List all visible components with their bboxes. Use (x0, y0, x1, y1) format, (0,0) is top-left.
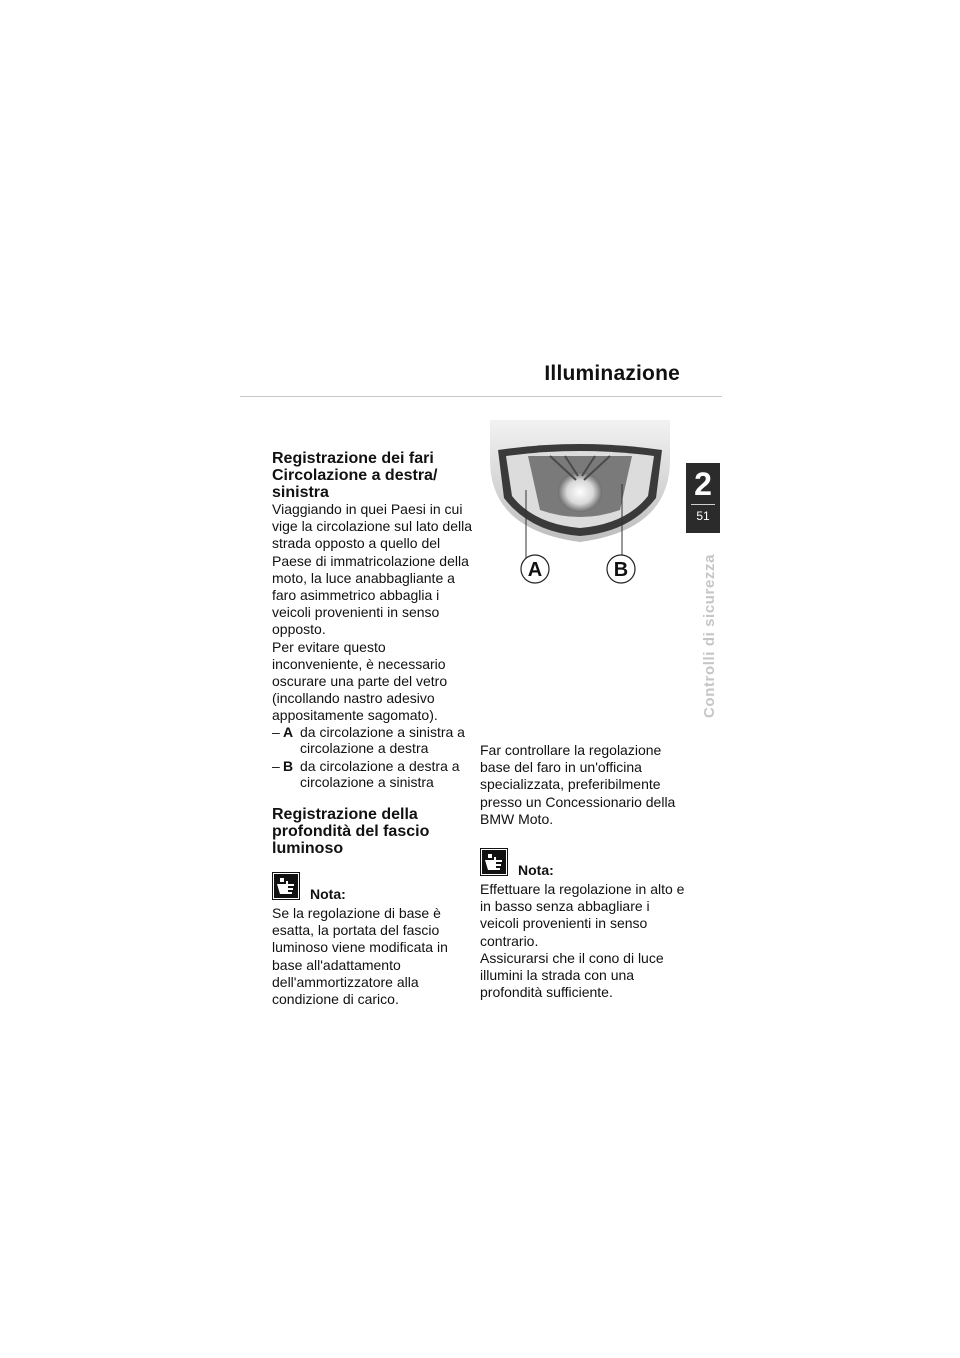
paragraph-remedy: Per evitare questo inconveniente, è necessario oscurare una parte del vetro (incollando nastro adesivo appositamente sagomato). (272, 638, 448, 724)
note-label: Nota: (518, 862, 554, 878)
note-text: Se la regolazione di base è esatta, la portata del fascio luminoso viene modificata in base all'adattamento dell'ammortizzatore alla condizione di carico. (272, 905, 448, 1008)
list-item (272, 724, 478, 756)
paragraph-intro: Viaggiando in quei Paesi in cui vige la circolazione sul lato della strada opposto a quello del Paese di immatricolazione della moto, la luce anabbagliante a faro asimmetrico abbaglia i veicoli provenienti in senso opposto. (272, 501, 472, 638)
list-dash: – (272, 758, 280, 774)
chapter-number: 2 (694, 466, 712, 502)
page-title: Illuminazione (544, 362, 680, 385)
note-hand-icon (480, 848, 508, 876)
heading-headlight-adjustment: Registrazione dei fari Circolazione a destra/ sinistra (272, 450, 438, 501)
note-text: Effettuare la regolazione in alto e in basso senza abbagliare i veicoli provenienti in senso contrario. (480, 881, 685, 949)
heading-beam-depth: Registrazione della profondità del fascio luminoso (272, 806, 430, 857)
right-section (480, 742, 686, 828)
list-item (272, 758, 478, 790)
header-divider (240, 396, 722, 397)
legend-list (272, 724, 478, 792)
list-dash: – (272, 724, 280, 740)
list-letter: A (283, 724, 294, 740)
right-note (480, 848, 686, 1001)
note-text: Assicurarsi che il cono di luce illumini la strada con una profondità sufficiente. (480, 949, 664, 1001)
left-note (272, 872, 478, 1008)
note-header (480, 848, 686, 878)
headlight-figure (480, 420, 680, 588)
left-section-2 (272, 806, 478, 857)
paragraph-dealer: Far controllare la regolazione base del faro in un'officina specializzata, preferibilmente presso un Concessionario della BMW Moto. (480, 742, 676, 827)
list-text: da circolazione a destra a circolazione a sinistra (300, 758, 460, 790)
chapter-tab (686, 463, 720, 533)
list-letter: B (283, 758, 294, 774)
left-section-1 (272, 450, 478, 725)
page-number: 51 (696, 509, 710, 523)
note-label: Nota: (310, 886, 346, 902)
note-header (272, 872, 478, 902)
note-hand-icon (272, 872, 300, 900)
section-label: Controlli di sicurezza (701, 553, 718, 718)
list-text: da circolazione a sinistra a circolazione a destra (300, 724, 465, 756)
figure-label-b: B (613, 559, 629, 581)
chapter-tab-divider (691, 504, 715, 505)
figure-label-a: A (527, 559, 543, 581)
section-label-container (690, 548, 718, 718)
